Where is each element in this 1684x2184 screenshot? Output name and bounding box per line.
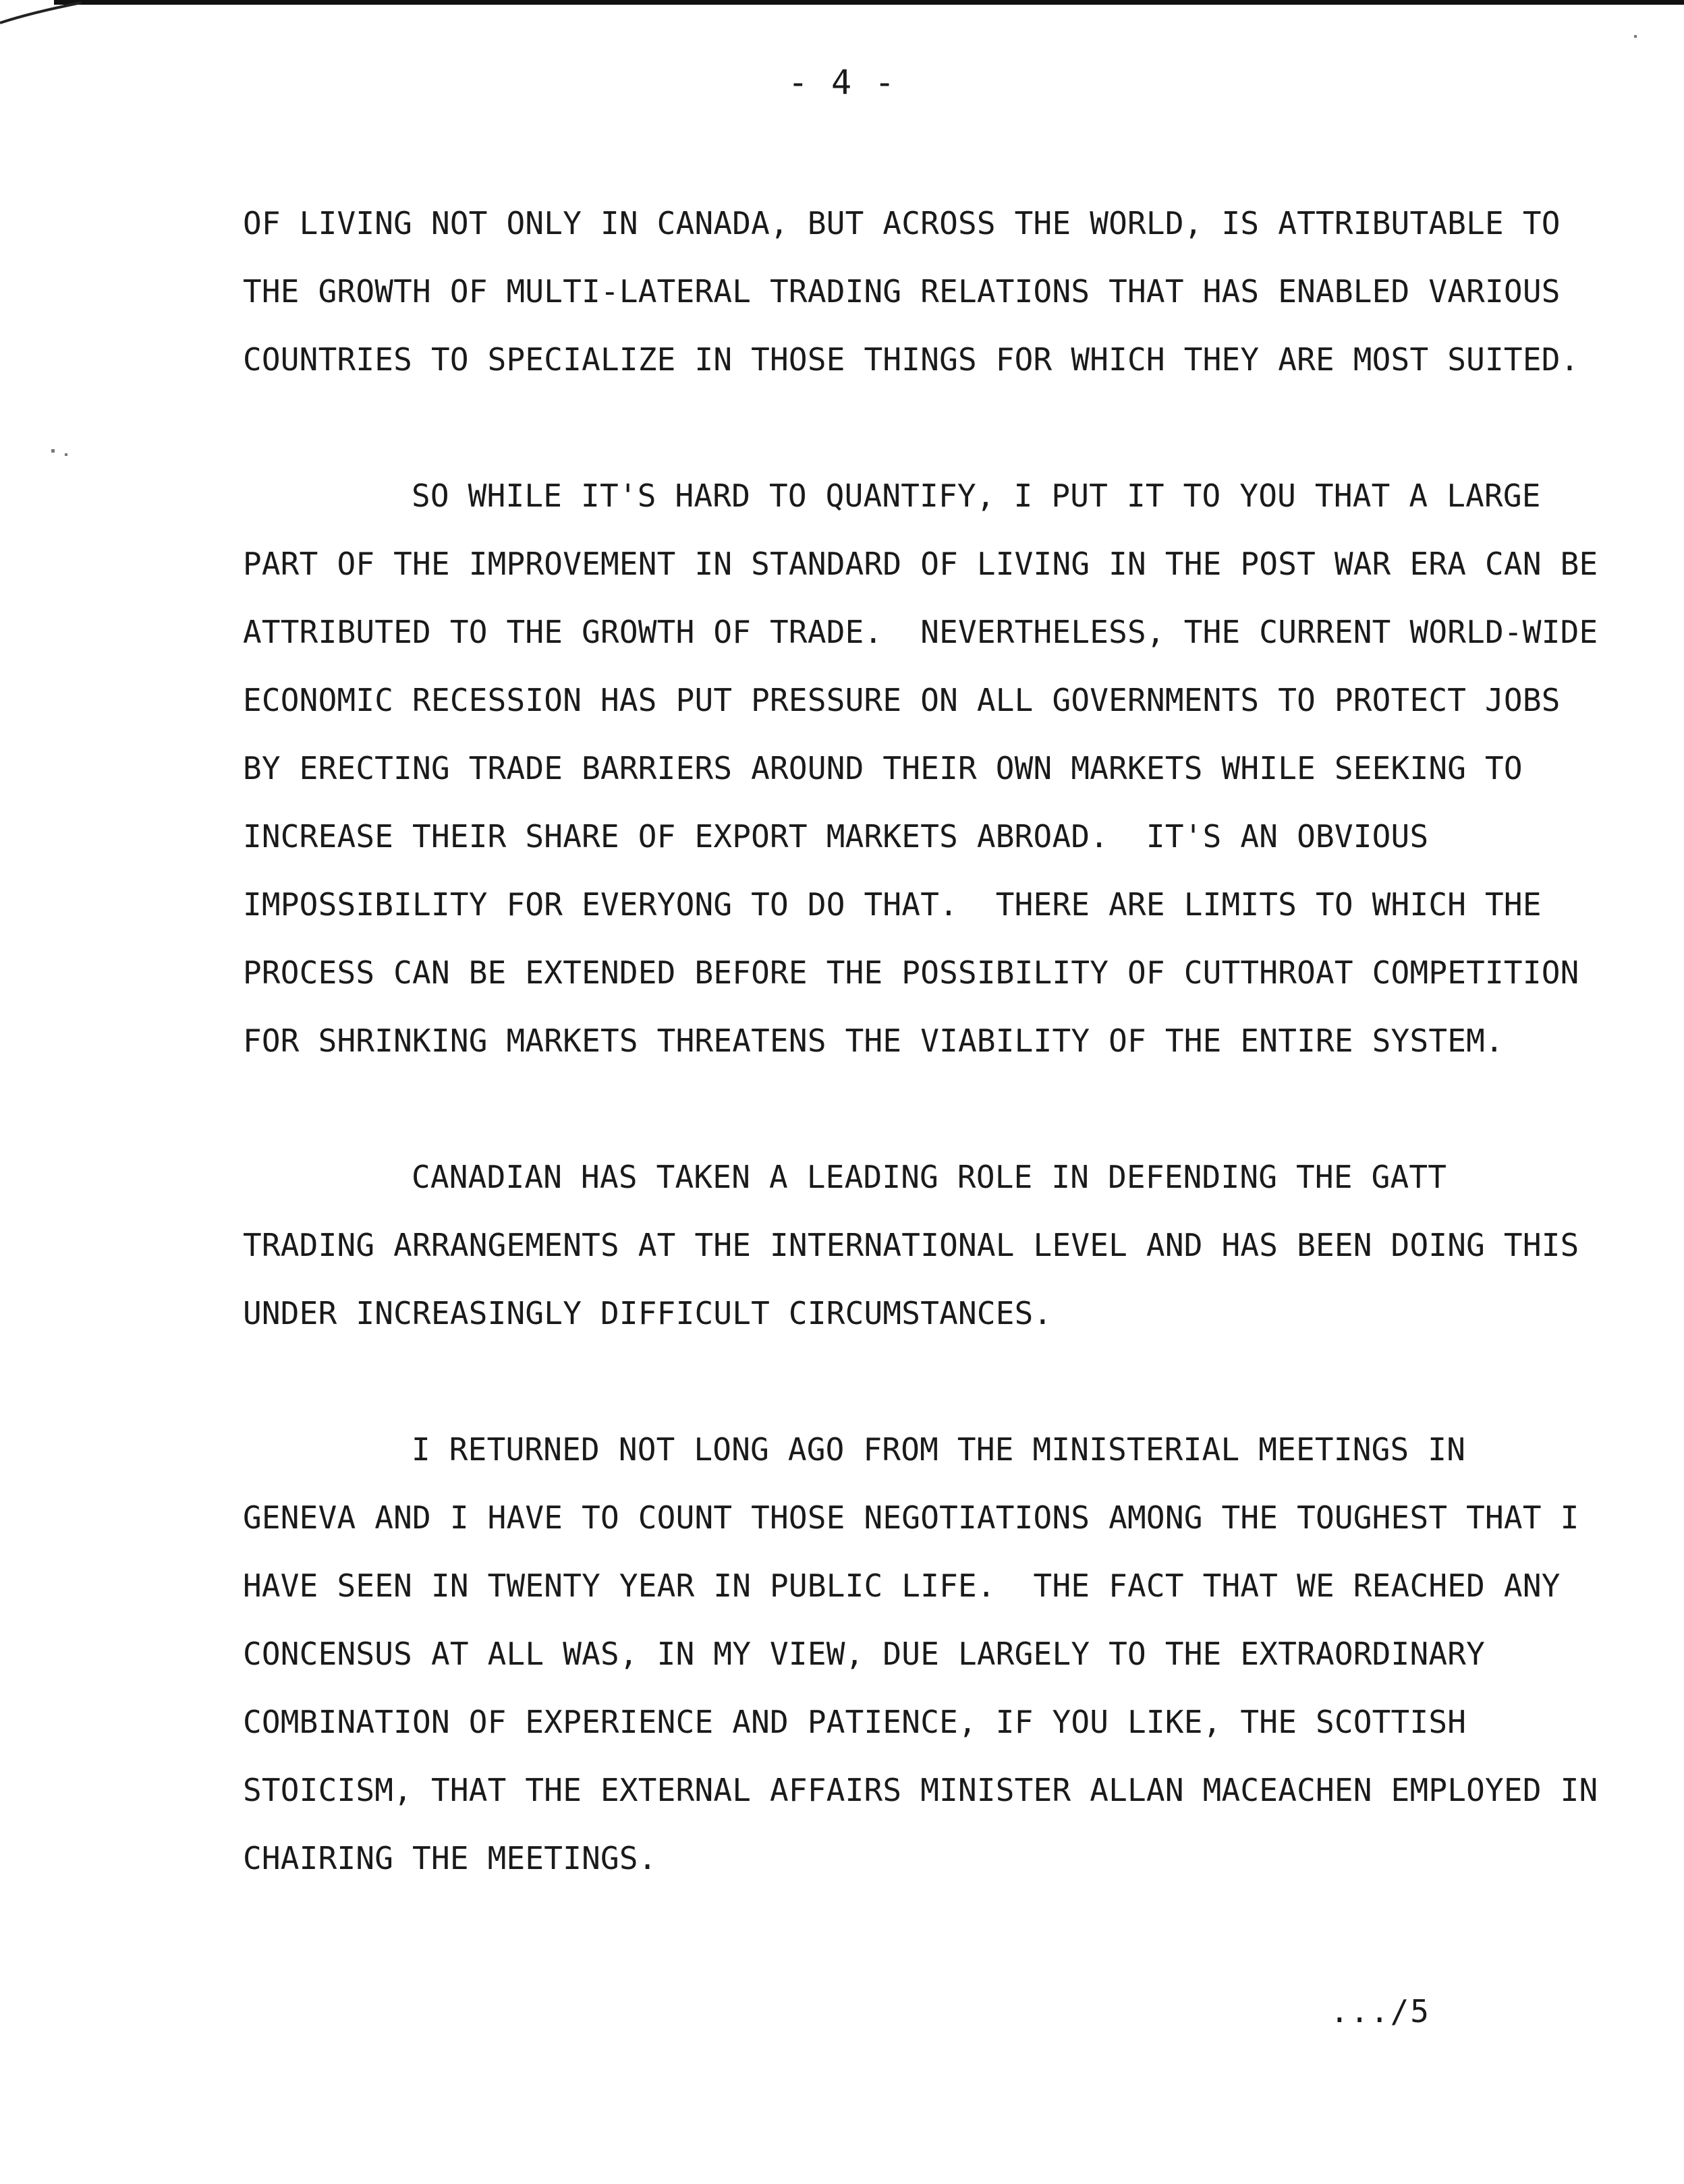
text-line: CHAIRING THE MEETINGS.	[243, 1840, 657, 1876]
text-line: INCREASE THEIR SHARE OF EXPORT MARKETS ABROAD. IT'S AN OBVIOUS	[243, 818, 1429, 855]
page-number: - 4 -	[787, 63, 897, 102]
text-line: HAVE SEEN IN TWENTY YEAR IN PUBLIC LIFE. THE FACT THAT WE REACHED ANY	[243, 1568, 1561, 1604]
text-line: I RETURNED NOT LONG AGO FROM THE MINISTERIAL MEETINGS IN	[412, 1431, 1466, 1468]
text-line: ATTRIBUTED TO THE GROWTH OF TRADE. NEVERTHELESS, THE CURRENT WORLD-WIDE	[243, 614, 1598, 650]
text-line: TRADING ARRANGEMENTS AT THE INTERNATIONAL LEVEL AND HAS BEEN DOING THIS	[243, 1227, 1579, 1263]
text-line: UNDER INCREASINGLY DIFFICULT CIRCUMSTANCES.	[243, 1295, 1052, 1331]
scan-speck	[65, 453, 67, 456]
text-line: STOICISM, THAT THE EXTERNAL AFFAIRS MINISTER ALLAN MACEACHEN EMPLOYED IN	[243, 1772, 1598, 1808]
paragraph-1	[243, 190, 1579, 394]
text-line: FOR SHRINKING MARKETS THREATENS THE VIABILITY OF THE ENTIRE SYSTEM.	[243, 1023, 1504, 1059]
text-line: PROCESS CAN BE EXTENDED BEFORE THE POSSIBILITY OF CUTTHROAT COMPETITION	[243, 954, 1579, 991]
text-line: GENEVA AND I HAVE TO COUNT THOSE NEGOTIATIONS AMONG THE TOUGHEST THAT I	[243, 1499, 1579, 1536]
scan-corner-mark	[0, 0, 94, 27]
text-line: SO WHILE IT'S HARD TO QUANTIFY, I PUT IT TO YOU THAT A LARGE	[412, 478, 1541, 514]
paragraph-4	[243, 1416, 1598, 1893]
text-line: COMBINATION OF EXPERIENCE AND PATIENCE, IF YOU LIKE, THE SCOTTISH	[243, 1704, 1467, 1740]
text-line: THE GROWTH OF MULTI-LATERAL TRADING RELATIONS THAT HAS ENABLED VARIOUS	[243, 273, 1561, 310]
paragraph-2	[243, 462, 1598, 1075]
text-line: BY ERECTING TRADE BARRIERS AROUND THEIR OWN MARKETS WHILE SEEKING TO	[243, 750, 1523, 786]
scan-top-edge	[54, 0, 1684, 5]
continuation-marker: .../5	[1330, 1993, 1430, 2030]
text-line: COUNTRIES TO SPECIALIZE IN THOSE THINGS FOR WHICH THEY ARE MOST SUITED.	[243, 341, 1579, 378]
scan-speck	[1634, 35, 1637, 38]
body-text	[243, 190, 1598, 1893]
scan-speck	[51, 449, 55, 453]
text-line: OF LIVING NOT ONLY IN CANADA, BUT ACROSS THE WORLD, IS ATTRIBUTABLE TO	[243, 205, 1561, 241]
text-line: CONCENSUS AT ALL WAS, IN MY VIEW, DUE LARGELY TO THE EXTRAORDINARY	[243, 1636, 1486, 1672]
text-line: PART OF THE IMPROVEMENT IN STANDARD OF LIVING IN THE POST WAR ERA CAN BE	[243, 546, 1598, 582]
text-line: IMPOSSIBILITY FOR EVERYONG TO DO THAT. THERE ARE LIMITS TO WHICH THE	[243, 886, 1542, 923]
text-line: ECONOMIC RECESSION HAS PUT PRESSURE ON ALL GOVERNMENTS TO PROTECT JOBS	[243, 682, 1561, 718]
text-line: CANADIAN HAS TAKEN A LEADING ROLE IN DEFENDING THE GATT	[412, 1159, 1447, 1195]
paragraph-3	[243, 1143, 1579, 1348]
